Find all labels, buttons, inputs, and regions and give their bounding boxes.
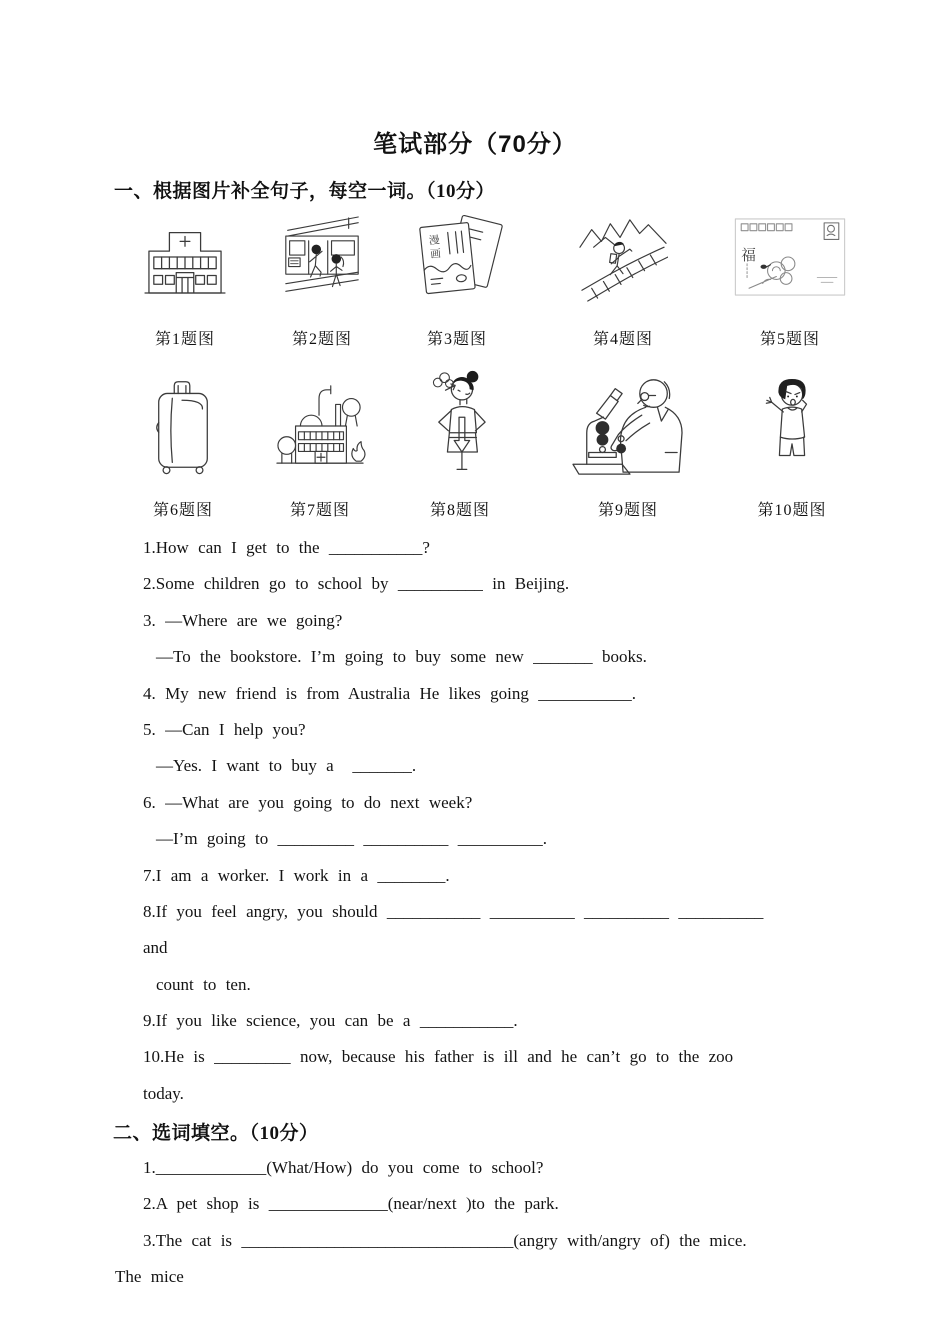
figure-8 (385, 362, 535, 522)
question-line: 10.He is _________ now, because his father is ill and he can’t go to the zoo (143, 1047, 734, 1067)
question-line: —I’m going to _________ __________ __________. (156, 829, 547, 849)
page-title: 笔试部分（70分） (373, 131, 577, 158)
question-line: and (143, 938, 168, 958)
question-line: 5. —Can I help you? (143, 719, 306, 739)
svg-text:画: 画 (429, 247, 442, 261)
section1-questions (115, 530, 855, 1112)
figure-caption: 第7题图 (289, 502, 350, 519)
section2-heading: 二、选词填空。（10分） (113, 1123, 319, 1144)
taking-a-deep-breath-illustration (385, 362, 535, 488)
figure-2 (247, 205, 397, 351)
question-line: today. (143, 1083, 184, 1103)
figure-4 (548, 205, 698, 351)
figure-caption: 第9题图 (597, 502, 658, 519)
figure-caption: 第6题图 (152, 502, 213, 519)
figure-6 (108, 362, 258, 522)
question-line: 6. —What are you going to do next week? (143, 792, 473, 812)
question-line: 1.How can I get to the ___________? (143, 538, 430, 557)
question-line: The mice (115, 1267, 184, 1287)
svg-text:漫: 漫 (428, 234, 441, 248)
worried-boy-illustration (717, 362, 867, 488)
figure-1 (110, 205, 260, 351)
factory-illustration (245, 362, 395, 488)
figure-5 (715, 205, 865, 351)
figure-caption: 第4题图 (592, 331, 653, 348)
question-line: 2.A pet shop is ______________(near/next )to the park. (143, 1194, 559, 1214)
svg-text:福: 福 (741, 247, 756, 264)
figure-caption: 第2题图 (291, 331, 352, 348)
climbing-great-wall-illustration (548, 205, 698, 309)
section2-questions (115, 1150, 855, 1296)
question-line: 9.If you like science, you can be a ___________. (143, 1011, 518, 1031)
children-boarding-subway-illustration (247, 205, 397, 309)
question-line: 8.If you feel angry, you should ___________ __________ __________ __________ (143, 901, 764, 921)
figure-9 (553, 362, 703, 522)
question-line: 3.The cat is ________________________________(angry with/angry of) the mice. (143, 1230, 747, 1250)
figure-10 (717, 362, 867, 522)
question-line: 1._____________(What/How) do you come to school? (143, 1158, 544, 1177)
section1-heading: 一、根据图片补全句子，每空一词。（10分） (114, 181, 496, 202)
suitcase-illustration (108, 362, 258, 488)
figure-caption: 第5题图 (759, 331, 820, 348)
question-line: —Yes. I want to buy a _______. (156, 756, 417, 776)
question-line: —To the bookstore. I’m going to buy some new _______ books. (156, 647, 647, 667)
question-line: 4. My new friend is from Australia He likes going ___________. (143, 683, 636, 703)
figure-7 (245, 362, 395, 522)
figure-3 (382, 205, 532, 351)
figure-caption: 第3题图 (426, 331, 487, 348)
question-line: 2.Some children go to school by __________ in Beijing. (143, 574, 570, 594)
question-line: 3. —Where are we going? (143, 610, 343, 630)
question-line: count to ten. (156, 974, 251, 994)
comic-books-illustration (382, 205, 532, 309)
scientist-with-microscope-illustration (553, 362, 703, 488)
figure-caption: 第8题图 (429, 502, 490, 519)
figure-caption: 第1题图 (154, 331, 215, 348)
question-line: 7.I am a worker. I work in a ________. (143, 865, 450, 885)
postcard-illustration (715, 205, 865, 309)
hospital-illustration (110, 205, 260, 309)
figure-caption: 第10题图 (757, 502, 827, 519)
